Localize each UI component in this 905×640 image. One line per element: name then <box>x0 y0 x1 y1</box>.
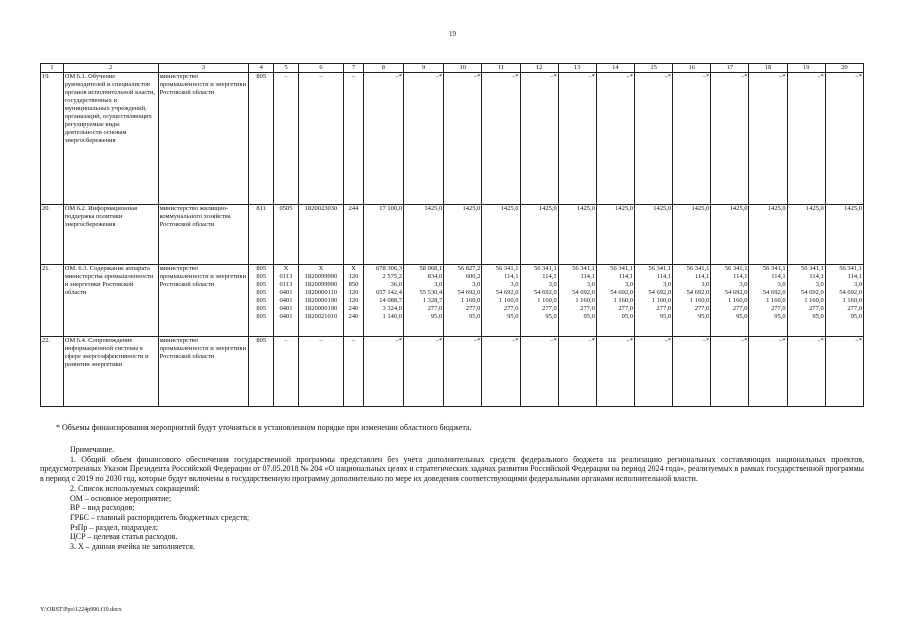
grbs-cell-line: 805 <box>256 73 267 80</box>
amount-cell-line: 17 100,0 <box>379 205 402 212</box>
table-row <box>41 337 864 407</box>
amount-cell-line: 1425,0 <box>691 205 710 212</box>
amount-cell-line: 3,0 <box>510 281 519 288</box>
amount-cell <box>558 265 596 337</box>
amount-cell-line: 95,0 <box>736 313 748 320</box>
abbr-vr: ВР – вид расходов; <box>70 503 135 513</box>
amount-cell-line: 1 160,0 <box>575 297 595 304</box>
amount-cell-line: 1 160,0 <box>537 297 557 304</box>
amount-cell-line: 277,0 <box>694 305 710 312</box>
amount-cell-line: 1 160,0 <box>766 297 786 304</box>
event-name: ОМ 6.2. Информационная поддержка политики энергосбережения <box>63 205 158 265</box>
amount-cell <box>749 73 787 205</box>
amount-cell-line: 1 160,0 <box>842 297 862 304</box>
amount-cell-line: 54 692,0 <box>839 289 862 296</box>
csr-cell-line: – <box>319 337 323 344</box>
csr-cell <box>298 73 343 205</box>
amount-cell-line: –* <box>473 337 481 344</box>
grbs-cell <box>249 73 274 205</box>
amount-cell-line: 1425,0 <box>576 205 595 212</box>
rzpr-cell <box>274 205 299 265</box>
note-2: 2. Список используемых сокращений: <box>70 483 200 493</box>
vr-cell-line: – <box>351 73 356 80</box>
amount-cell-line: 1 160,0 <box>499 297 519 304</box>
csr-cell-line: 1820099990 <box>304 281 338 288</box>
amount-cell-line: 114,1 <box>847 273 862 280</box>
amount-cell <box>596 337 634 407</box>
grbs-cell-line: 805 <box>256 273 267 280</box>
vr-cell-line: 120 <box>348 273 359 280</box>
amount-cell <box>711 265 749 337</box>
amount-cell-line: 54 692,0 <box>686 289 710 296</box>
header-cell: 4 <box>249 64 274 73</box>
row-number: 22. <box>41 337 64 407</box>
amount-cell-line: 56 341,1 <box>572 265 595 272</box>
header-cell: 10 <box>444 64 482 73</box>
footnote: * Объемы финансирования мероприятий будут уточняться в установленном порядке при изменении областного бюджета. <box>56 423 472 432</box>
abbr-om: ОМ – основное мероприятие; <box>70 493 172 503</box>
header-cell: 3 <box>158 64 249 73</box>
amount-cell-line: 56 341,1 <box>533 265 557 272</box>
csr-cell-line: X <box>318 265 324 272</box>
amount-cell-line: 3,0 <box>624 281 633 288</box>
amount-cell-line: 56 341,1 <box>610 265 633 272</box>
csr-cell-line: 1820099990 <box>304 273 338 280</box>
amount-cell-line: 3,0 <box>777 281 786 288</box>
executor: министерство промышленности и энергетики Ростовской области <box>158 337 249 407</box>
amount-cell-line: –* <box>817 73 824 80</box>
amount-cell-line: 95,0 <box>774 313 786 320</box>
vr-cell-line: 240 <box>348 313 359 320</box>
amount-cell-line: 95,0 <box>583 313 595 320</box>
amount-cell-line: 1 160,0 <box>651 297 672 304</box>
amount-cell <box>482 73 520 205</box>
grbs-cell-line: 805 <box>256 265 267 272</box>
amount-cell <box>673 73 711 205</box>
amount-cell-line: 114,1 <box>618 273 633 280</box>
amount-cell <box>596 205 634 265</box>
amount-cell-line: 54 692,0 <box>801 289 824 296</box>
executor: министерство жилищно-коммунального хозяйства Ростовской области <box>158 205 249 265</box>
amount-cell-line: 95,0 <box>697 313 710 320</box>
amount-cell-line: 277,0 <box>847 305 862 312</box>
amount-cell-line: 1425,0 <box>844 205 862 212</box>
amount-cell-line: –* <box>588 73 595 80</box>
amount-cell-line: 277,0 <box>618 305 633 312</box>
amount-cell-line: 3,0 <box>853 281 862 288</box>
amount-cell-line: –* <box>855 73 862 80</box>
amount-cell-line: 55 530,4 <box>419 289 443 296</box>
csr-cell-line: 1820000190 <box>304 297 338 304</box>
amount-cell-line: –* <box>664 73 672 80</box>
amount-cell-line: 56 827,2 <box>457 265 481 272</box>
amount-cell-line: 56 341,1 <box>686 265 710 272</box>
amount-cell-line: 95,0 <box>812 313 824 320</box>
amount-cell-line: 54 692,0 <box>572 289 595 296</box>
amount-cell <box>596 73 634 205</box>
note-3: 3. Х – данная ячейка не заполняется. <box>70 542 195 552</box>
header-cell: 2 <box>63 64 158 73</box>
rzpr-cell-line: – <box>284 337 288 344</box>
amount-cell <box>363 337 403 407</box>
amount-cell <box>520 205 558 265</box>
amount-cell-line: –* <box>779 337 786 344</box>
amount-cell <box>711 73 749 205</box>
amount-cell <box>825 337 863 407</box>
amount-cell-line: 1425,0 <box>767 205 786 212</box>
amount-cell-line: 95,0 <box>430 313 443 320</box>
note-1: 1. Общий объем финансового обеспечения государственной программы представлен без учета дополнительных средств федерального бюджета на реализацию региональных составляющих национальных проектов, предусмотренных Указом Президента Российской Федерации от 07.05.2018 № 204 «О национальных целях и стратегических задачах развития Российской Федерации на период 2024 года», реализуемых в рамках государственной программы в период с 2019 по 2030 год, которые будут включены в государственную программу дополнительно по мере их доведения соответствующими федеральными органами исполнительной власти. <box>40 454 864 484</box>
amount-cell-line: 2 575,2 <box>382 273 402 280</box>
amount-cell-line: 56 341,1 <box>801 265 824 272</box>
amount-cell-line: 3,0 <box>586 281 595 288</box>
amount-cell-line: 3,0 <box>472 281 481 288</box>
amount-cell-line: 277,0 <box>809 305 824 312</box>
amount-cell <box>787 73 825 205</box>
rzpr-cell-line: 0505 <box>279 205 293 212</box>
amount-cell <box>825 205 863 265</box>
amount-cell <box>444 205 482 265</box>
rzpr-cell-line: X <box>283 265 289 272</box>
amount-cell <box>520 265 558 337</box>
header-cell: 17 <box>711 64 749 73</box>
amount-cell-line: 277,0 <box>465 305 481 312</box>
amount-cell-line: 114,1 <box>733 273 748 280</box>
amount-cell <box>558 205 596 265</box>
amount-cell-line: 114,1 <box>542 273 557 280</box>
vr-cell-line: 244 <box>348 205 359 212</box>
amount-cell <box>673 205 711 265</box>
amount-cell-line: 1 160,0 <box>613 297 633 304</box>
vr-cell-line: 240 <box>348 305 359 312</box>
vr-cell-line: 120 <box>348 289 359 296</box>
grbs-cell-line: 805 <box>256 313 267 320</box>
amount-cell-line: 3,0 <box>815 281 824 288</box>
amount-cell-line: 1425,0 <box>462 205 481 212</box>
header-cell: 1 <box>41 64 64 73</box>
amount-cell <box>825 73 863 205</box>
amount-cell-line: 56 341,1 <box>839 265 862 272</box>
header-cell: 13 <box>558 64 596 73</box>
amount-cell-line: 36,0 <box>390 281 402 288</box>
grbs-cell-line: 811 <box>256 205 266 212</box>
amount-cell-line: 54 692,0 <box>457 289 481 296</box>
amount-cell-line: 54 692,0 <box>495 289 519 296</box>
amount-cell <box>520 337 558 407</box>
amount-cell <box>635 73 673 205</box>
amount-cell <box>711 337 749 407</box>
amount-cell-line: 95,0 <box>469 313 481 320</box>
amount-cell-line: 3,0 <box>663 281 672 288</box>
amount-cell-line: –* <box>435 73 443 80</box>
amount-cell-line: –* <box>779 73 786 80</box>
amount-cell-line: 1 160,0 <box>804 297 824 304</box>
amount-cell-line: –* <box>550 73 557 80</box>
rzpr-cell <box>274 337 299 407</box>
amount-cell-line: –* <box>855 337 862 344</box>
executor: министерство промышленности и энергетики Ростовской области <box>158 73 249 205</box>
vr-cell <box>344 337 364 407</box>
amount-cell-line: 56 341,1 <box>724 265 748 272</box>
amount-cell <box>635 337 673 407</box>
amount-cell-line: 657 142,4 <box>376 289 402 296</box>
amount-cell-line: 114,1 <box>809 273 824 280</box>
amount-cell-line: –* <box>588 337 595 344</box>
amount-cell-line: 14 088,7 <box>379 297 402 304</box>
amount-cell-line: 95,0 <box>545 313 557 320</box>
amount-cell-line: –* <box>626 337 633 344</box>
amount-cell-line: –* <box>740 337 748 344</box>
amount-cell-line: 1425,0 <box>500 205 519 212</box>
amount-cell-line: 54 692,0 <box>762 289 786 296</box>
amount-cell-line: 3,0 <box>739 281 748 288</box>
csr-cell-line: 1820021010 <box>304 313 338 320</box>
amount-cell-line: –* <box>702 73 710 80</box>
amount-cell-line: 54 692,0 <box>533 289 557 296</box>
amount-cell <box>444 337 482 407</box>
amount-cell-line: 3,0 <box>701 281 710 288</box>
amount-cell-line: –* <box>740 73 748 80</box>
header-cell: 20 <box>825 64 863 73</box>
vr-cell-line: 850 <box>348 281 359 288</box>
event-name: ОМ. 6.3. Содержание аппарата министерства промышленности и энергетики Ростовской области <box>63 265 158 337</box>
event-name: ОМ 6.1. Обучение руководителей и специалистов органов исполнительной власти, государственных и муниципальных учреждений, организаций, осуществляющих регулируемые виды деятельности основам энергосбережения <box>63 73 158 205</box>
notes-title: Примечание. <box>70 445 115 454</box>
amount-cell-line: 54 692,0 <box>724 289 748 296</box>
amount-cell <box>363 265 403 337</box>
amount-cell <box>444 73 482 205</box>
grbs-cell <box>249 265 274 337</box>
amount-cell-line: 114,1 <box>656 273 672 280</box>
amount-cell-line: 1425,0 <box>729 205 748 212</box>
amount-cell-line: 277,0 <box>542 305 557 312</box>
amount-cell-line: 95,0 <box>507 313 519 320</box>
grbs-cell-line: 805 <box>256 305 267 312</box>
amount-cell <box>787 205 825 265</box>
amount-cell <box>363 205 403 265</box>
vr-cell-line: – <box>351 337 356 344</box>
amount-cell-line: –* <box>512 337 519 344</box>
amount-cell <box>520 73 558 205</box>
amount-cell-line: 277,0 <box>580 305 595 312</box>
amount-cell <box>749 205 787 265</box>
amount-cell <box>404 337 444 407</box>
amount-cell-line: 1425,0 <box>653 205 672 212</box>
vr-cell <box>344 205 364 265</box>
amount-cell-line: 114,1 <box>580 273 595 280</box>
amount-cell-line: 54 692,0 <box>610 289 633 296</box>
amount-cell-line: 1425,0 <box>424 205 443 212</box>
amount-cell-line: 114,1 <box>504 273 519 280</box>
abbr-grbs: ГРБС – главный распорядитель бюджетных средств; <box>70 512 250 522</box>
header-cell: 12 <box>520 64 558 73</box>
amount-cell-line: 3 324,0 <box>382 305 402 312</box>
header-cell: 19 <box>787 64 825 73</box>
header-cell: 18 <box>749 64 787 73</box>
amount-cell-line: 58 068,1 <box>419 265 443 272</box>
amount-cell <box>673 337 711 407</box>
grbs-cell-line: 805 <box>256 337 267 344</box>
amount-cell-line: 1 160,0 <box>727 297 748 304</box>
amount-cell <box>635 205 673 265</box>
amount-cell <box>404 73 444 205</box>
header-row <box>41 64 864 73</box>
amount-cell-line: –* <box>550 337 557 344</box>
amount-cell <box>404 205 444 265</box>
header-cell: 5 <box>274 64 299 73</box>
amount-cell <box>444 265 482 337</box>
amount-cell-line: 678 306,3 <box>376 265 402 272</box>
rzpr-cell-line: 0401 <box>279 305 293 312</box>
amount-cell <box>711 205 749 265</box>
rzpr-cell-line: 0401 <box>279 297 293 304</box>
page-number: 19 <box>449 30 456 38</box>
amount-cell-line: 277,0 <box>503 305 519 312</box>
table-row <box>41 73 864 205</box>
amount-cell <box>596 265 634 337</box>
financing-table <box>40 63 864 407</box>
amount-cell-line: –* <box>702 337 710 344</box>
header-cell: 16 <box>673 64 711 73</box>
csr-cell-line: 1820000190 <box>304 305 338 312</box>
amount-cell <box>635 265 673 337</box>
grbs-cell <box>249 337 274 407</box>
amount-cell-line: 1 160,0 <box>460 297 481 304</box>
rzpr-cell-line: – <box>284 73 288 80</box>
amount-cell-line: 277,0 <box>771 305 786 312</box>
amount-cell-line: 95,0 <box>850 313 862 320</box>
amount-cell-line: 114,1 <box>694 273 710 280</box>
header-cell: 11 <box>482 64 520 73</box>
amount-cell-line: 56 341,1 <box>648 265 672 272</box>
amount-cell <box>404 265 444 337</box>
amount-cell-line: 1 140,0 <box>382 313 402 320</box>
header-cell: 6 <box>298 64 343 73</box>
amount-cell-line: –* <box>626 73 633 80</box>
table-row <box>41 205 864 265</box>
grbs-cell-line: 805 <box>256 297 267 304</box>
vr-cell-line: X <box>351 265 356 272</box>
header-cell: 15 <box>635 64 673 73</box>
csr-cell <box>298 265 343 337</box>
file-path: Y:\ORST\Ppo\1224p996.f19.docx <box>40 607 122 613</box>
amount-cell <box>482 337 520 407</box>
amount-cell <box>558 337 596 407</box>
amount-cell-line: –* <box>435 337 443 344</box>
notes-section <box>40 445 864 552</box>
csr-cell-line: – <box>319 73 323 80</box>
abbr-rzpr: РзПр – раздел, подраздел; <box>70 522 159 532</box>
vr-cell <box>344 265 364 337</box>
rzpr-cell-line: 0113 <box>279 273 293 280</box>
amount-cell-line: 277,0 <box>656 305 672 312</box>
grbs-cell <box>249 205 274 265</box>
rzpr-cell-line: 0401 <box>279 313 293 320</box>
amount-cell-line: 95,0 <box>659 313 672 320</box>
amount-cell-line: 3,0 <box>548 281 557 288</box>
amount-cell-line: 277,0 <box>732 305 748 312</box>
amount-cell-line: 95,0 <box>621 313 633 320</box>
amount-cell <box>749 337 787 407</box>
rzpr-cell <box>274 73 299 205</box>
executor: министерство промышленности и энергетики Ростовской области <box>158 265 249 337</box>
amount-cell-line: 1425,0 <box>805 205 824 212</box>
amount-cell-line: –* <box>664 337 672 344</box>
amount-cell-line: 1425,0 <box>538 205 557 212</box>
amount-cell-line: –* <box>395 73 402 80</box>
vr-cell-line: 120 <box>348 297 359 304</box>
amount-cell-line: 114,1 <box>771 273 786 280</box>
amount-cell-line: –* <box>817 337 824 344</box>
amount-cell <box>787 337 825 407</box>
amount-cell <box>482 205 520 265</box>
amount-cell <box>363 73 403 205</box>
amount-cell <box>825 265 863 337</box>
amount-cell <box>482 265 520 337</box>
amount-cell-line: 1425,0 <box>615 205 633 212</box>
rzpr-cell-line: 0401 <box>279 289 293 296</box>
rzpr-cell-line: 0113 <box>279 281 293 288</box>
amount-cell-line: –* <box>512 73 519 80</box>
rzpr-cell <box>274 265 299 337</box>
amount-cell-line: 3,0 <box>434 281 443 288</box>
abbr-csr: ЦСР – целевая статья расходов. <box>70 532 178 542</box>
amount-cell-line: –* <box>395 337 402 344</box>
grbs-cell-line: 805 <box>256 281 267 288</box>
amount-cell-line: 600,2 <box>465 273 481 280</box>
header-cell: 9 <box>404 64 444 73</box>
vr-cell <box>344 73 364 205</box>
header-cell: 8 <box>363 64 403 73</box>
csr-cell-line: 1820023030 <box>304 205 338 212</box>
amount-cell-line: 1 160,0 <box>689 297 710 304</box>
grbs-cell-line: 805 <box>256 289 267 296</box>
amount-cell-line: 277,0 <box>427 305 443 312</box>
table-row <box>41 265 864 337</box>
amount-cell-line: –* <box>473 73 481 80</box>
csr-cell <box>298 337 343 407</box>
header-cell: 7 <box>344 64 364 73</box>
amount-cell-line: 1 328,7 <box>422 297 443 304</box>
amount-cell <box>787 265 825 337</box>
amount-cell <box>558 73 596 205</box>
row-number: 19. <box>41 73 64 205</box>
amount-cell <box>673 265 711 337</box>
event-name: ОМ 6.4. Сопровождение информационной системы в сфере энергоэффективности и развитии энергетики <box>63 337 158 407</box>
amount-cell-line: 54 692,0 <box>648 289 672 296</box>
row-number: 21. <box>41 265 64 337</box>
header-cell: 14 <box>596 64 634 73</box>
amount-cell-line: 834,0 <box>427 273 443 280</box>
amount-cell-line: 56 341,1 <box>762 265 786 272</box>
csr-cell <box>298 205 343 265</box>
row-number: 20. <box>41 205 64 265</box>
amount-cell-line: 56 341,1 <box>495 265 519 272</box>
amount-cell <box>749 265 787 337</box>
csr-cell-line: 1820000110 <box>304 289 338 296</box>
